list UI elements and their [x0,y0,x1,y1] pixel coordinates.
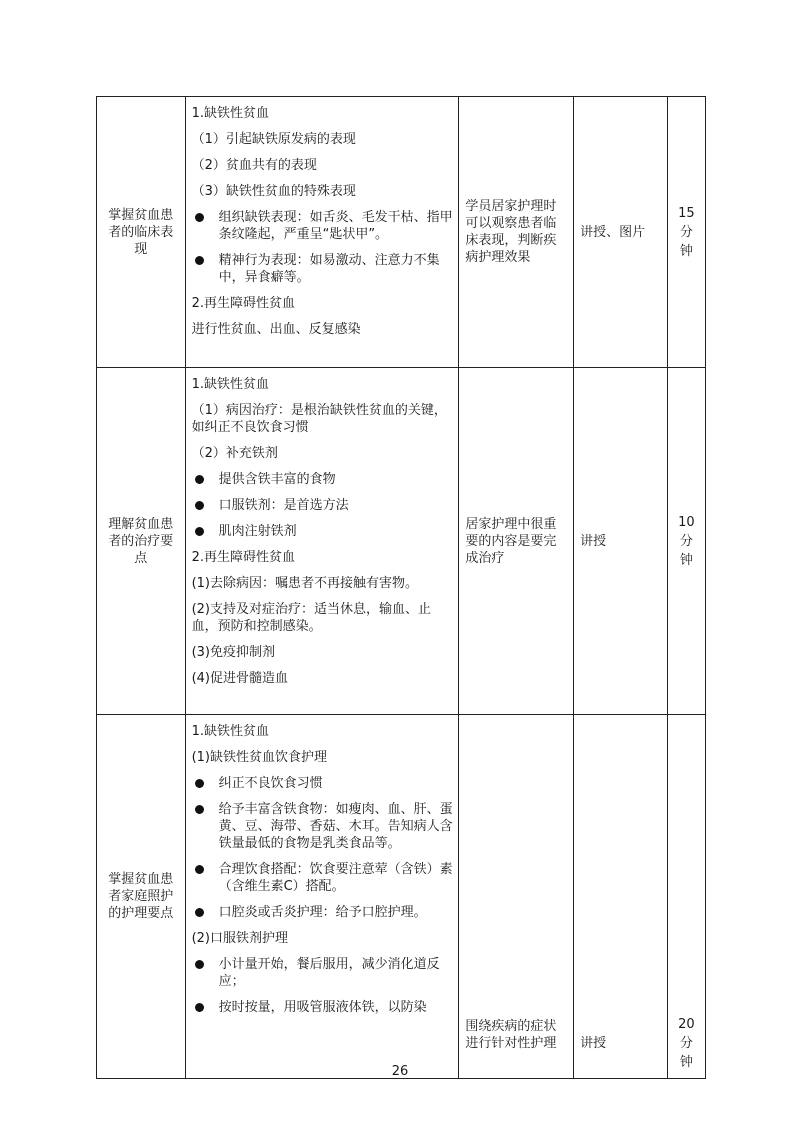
content-cell [185,97,459,368]
content-line: (1)缺铁性贫血饮食护理 [191,750,327,765]
bullet-dot-icon [195,908,204,917]
content-cell [185,368,459,715]
practice-note-cell: 居家护理中很重要的内容是要完成治疗 [459,368,574,715]
bullet-item [192,801,454,852]
duration-text: 分 [679,224,693,240]
content-line: (2)支持及对症治疗：适当休息，输血、止血，预防和控制感染。 [191,602,431,634]
table-row [97,715,706,1079]
content-line: 1.缺铁性贫血 [191,377,269,392]
bullet-dot-icon [195,213,204,222]
bullet-text: 按时按量，用吸管服液体铁，以防染 [218,1000,427,1015]
bullet-item [192,999,454,1016]
lesson-plan-table [96,96,706,1079]
content-line: (3)免疫抑制剂 [191,645,275,660]
duration-text: 钟 [679,243,693,259]
method-cell: 讲授、图片 [574,97,668,368]
bullet-dot-icon [195,779,204,788]
duration-text: 钟 [679,552,693,568]
bullet-item [192,252,454,286]
duration-text: 钟 [679,1055,693,1070]
bullet-item [192,956,454,990]
content-line: （2）补充铁剂 [191,446,278,461]
practice-note-cell: 围绕疾病的症状进行针对性护理 [459,715,574,1079]
table-row [97,368,706,715]
bullet-text: 组织缺铁表现：如舌炎、毛发干枯、指甲条纹隆起，严重呈“匙状甲”。 [218,210,453,242]
content-line: 2.再生障碍性贫血 [191,550,295,565]
duration-cell [667,715,705,1079]
method-cell: 讲授 [574,368,668,715]
content-line: 1.缺铁性贫血 [191,724,269,739]
bullet-dot-icon [195,1003,204,1012]
bullet-item [192,861,454,895]
content-line: （3）缺铁性贫血的特殊表现 [191,184,356,199]
content-cell [185,715,459,1079]
bullet-dot-icon [195,501,204,510]
duration-cell [667,368,705,715]
duration-cell [667,97,705,368]
duration-text: 分 [679,533,693,549]
bullet-dot-icon [195,475,204,484]
content-line: (2)口服铁剂护理 [191,931,288,946]
bullet-text: 纠正不良饮食习惯 [218,776,323,791]
method-cell: 讲授 [574,715,668,1079]
content-line: （2）贫血共有的表现 [191,158,317,173]
bullet-dot-icon [195,865,204,874]
practice-note-cell: 学员居家护理时可以观察患者临床表现，判断疾病护理效果 [459,97,574,368]
content-line: 2.再生障碍性贫血 [191,296,295,311]
bullet-text: 合理饮食搭配：饮食要注意荤（含铁）素（含维生素C）搭配。 [218,862,453,894]
bullet-dot-icon [195,256,204,265]
content-line: 进行性贫血、出血、反复感染 [191,322,361,337]
goal-cell: 掌握贫血患者的临床表现 [97,97,186,368]
duration-text: 分 [679,1036,693,1051]
page-number: 26 [391,1064,409,1079]
bullet-item [192,904,454,921]
bullet-item [192,775,454,792]
bullet-text: 精神行为表现：如易激动、注意力不集中，异食癖等。 [218,253,440,285]
content-line: (1)去除病因：嘱患者不再接触有害物。 [191,576,418,591]
bullet-text: 提供含铁丰富的食物 [218,472,336,487]
bullet-text: 给予丰富含铁食物：如瘦肉、血、肝、蛋黄、豆、海带、香菇、木耳。告知病人含铁量最低的食物是乳类食品等。 [218,802,453,851]
content-line: 1.缺铁性贫血 [191,106,269,121]
content-line: (4)促进骨髓造血 [191,671,288,686]
bullet-item [192,497,454,514]
bullet-dot-icon [195,805,204,814]
bullet-text: 口腔炎或舌炎护理：给予口腔护理。 [218,905,427,920]
bullet-item [192,471,454,488]
content-line: （1）引起缺铁原发病的表现 [191,132,356,147]
duration-text: 20 [678,1017,695,1032]
goal-cell: 理解贫血患者的治疗要点 [97,368,186,715]
bullet-dot-icon [195,960,204,969]
bullet-item [192,209,454,243]
table-row [97,97,706,368]
bullet-dot-icon [195,527,204,536]
bullet-text: 肌肉注射铁剂 [218,524,297,539]
duration-text: 10 [678,514,695,530]
duration-text: 15 [678,205,695,221]
content-line: （1）病因治疗：是根治缺铁性贫血的关键，如纠正不良饮食习惯 [191,403,447,435]
goal-cell: 掌握贫血患者家庭照护的护理要点 [97,715,186,1079]
bullet-text: 小计量开始，餐后服用，减少消化道反应； [218,957,440,989]
bullet-text: 口服铁剂：是首选方法 [218,498,349,513]
bullet-item [192,523,454,540]
